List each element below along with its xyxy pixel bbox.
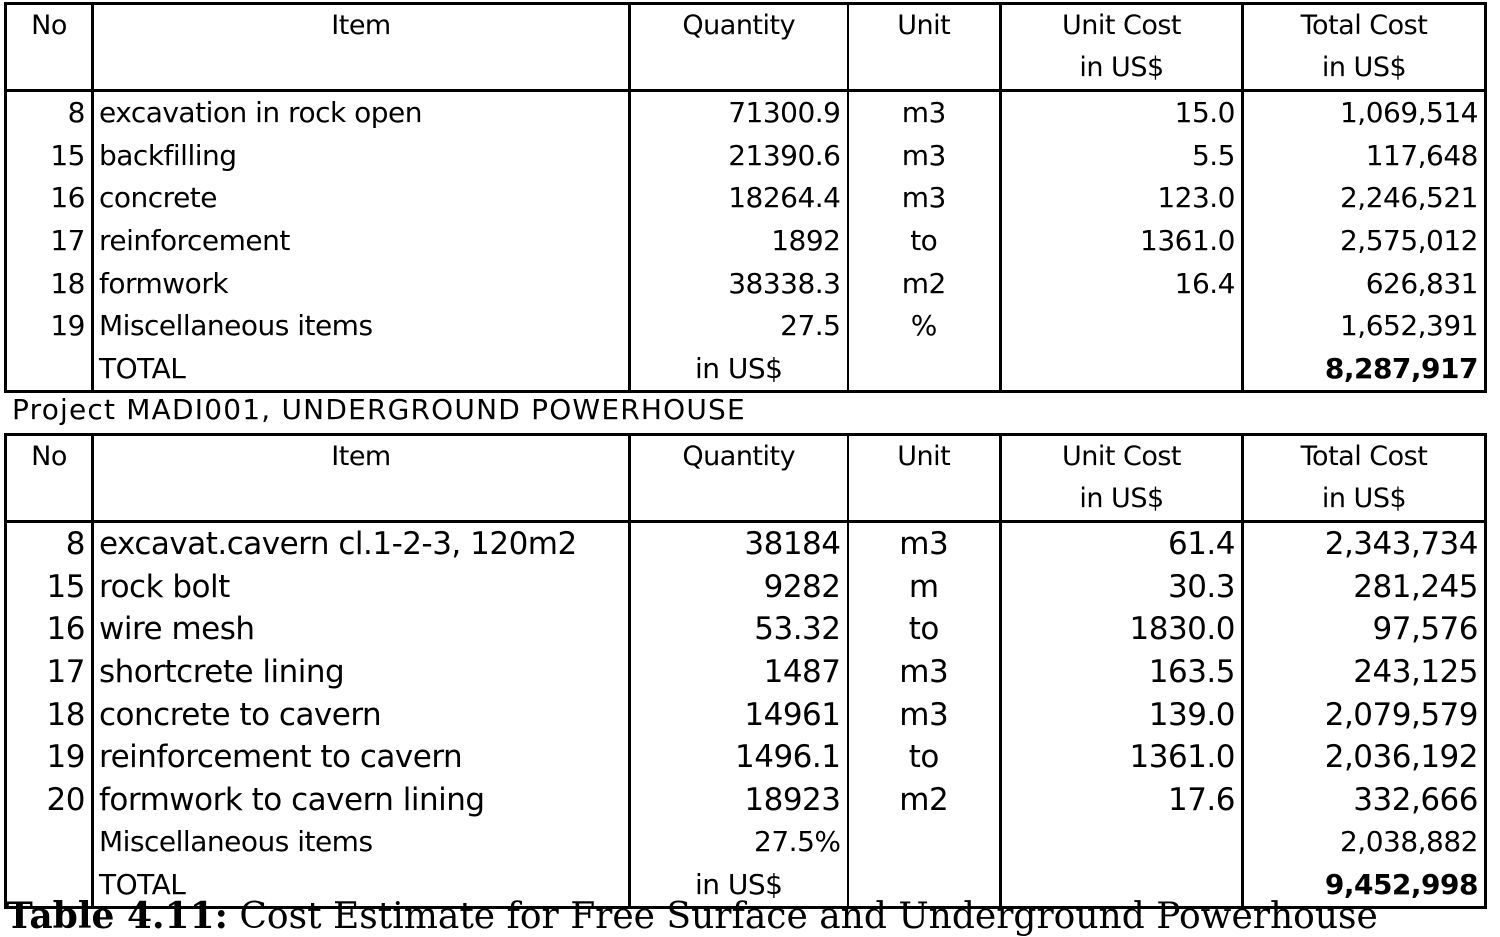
cell-unit-cost (1001, 821, 1243, 864)
caption-label: Table 4.11: (6, 895, 228, 937)
table-caption (6, 896, 1378, 937)
cell-total-cost: 2,036,192 (1243, 736, 1486, 779)
cell-quantity: 38184 (630, 522, 848, 566)
total-currency: in US$ (630, 348, 848, 392)
table-row (6, 220, 1486, 263)
cell-unit-cost: 123.0 (1001, 177, 1243, 220)
total-currency: in US$ (630, 864, 848, 908)
cell-unit-cost (1001, 348, 1243, 392)
table-row (6, 305, 1486, 348)
cell-no: 17 (46, 654, 85, 691)
cell-item: reinforcement to cavern (93, 736, 630, 779)
cost-table-underground-powerhouse (4, 433, 1487, 909)
cell-total-cost: 1,652,391 (1243, 305, 1486, 348)
header-total-cost-line2: in US$ (1321, 52, 1407, 83)
header-total-cost-line1: Total Cost (1300, 441, 1428, 472)
cell-unit: m3 (848, 177, 1001, 220)
cell-no: 16 (46, 611, 85, 648)
misc-row (6, 821, 1486, 864)
cell-unit-cost: 139.0 (1001, 693, 1243, 736)
table-row (6, 693, 1486, 736)
cell-no: 15 (46, 568, 85, 605)
cell-unit-cost: 1361.0 (1001, 736, 1243, 779)
cell-unit: m2 (848, 779, 1001, 822)
header-unit-cost (1001, 435, 1243, 522)
cell-unit (848, 348, 1001, 392)
cell-no: 17 (50, 224, 85, 258)
cell-item: Miscellaneous items (93, 305, 630, 348)
header-unit: Unit (848, 435, 1001, 522)
cell-unit: m3 (848, 91, 1001, 135)
cell-no (6, 821, 93, 864)
table-row (6, 608, 1486, 651)
cell-quantity: 1487 (630, 651, 848, 694)
cell-total-cost: 2,575,012 (1243, 220, 1486, 263)
cell-quantity: 38338.3 (630, 262, 848, 305)
cell-no: 8 (67, 96, 85, 130)
cell-unit: m (848, 566, 1001, 609)
header-unit-cost-line2: in US$ (1079, 483, 1164, 514)
table-header-row (6, 435, 1486, 522)
cell-unit: to (848, 608, 1001, 651)
cell-quantity: 21390.6 (630, 135, 848, 178)
total-value: 9,452,998 (1243, 864, 1486, 908)
project-title: Project MADI001, UNDERGROUND POWERHOUSE (12, 393, 746, 426)
cell-item: excavation in rock open (93, 91, 630, 135)
cell-item: shortcrete lining (93, 651, 630, 694)
cell-no: 19 (46, 739, 85, 776)
header-no: No (6, 435, 93, 522)
cell-item: rock bolt (93, 566, 630, 609)
total-value: 8,287,917 (1243, 348, 1486, 392)
header-total-cost (1243, 4, 1486, 91)
cell-unit-cost: 61.4 (1001, 522, 1243, 566)
cell-unit: to (848, 736, 1001, 779)
cell-no: 15 (50, 138, 85, 172)
cell-item: formwork (93, 262, 630, 305)
total-row (6, 348, 1486, 392)
cell-quantity: 53.32 (630, 608, 848, 651)
header-unit-cost-line2: in US$ (1079, 52, 1164, 83)
cell-no (6, 348, 93, 392)
cell-item: wire mesh (93, 608, 630, 651)
header-total-cost-line1: Total Cost (1300, 10, 1428, 41)
table-row (6, 177, 1486, 220)
header-unit: Unit (848, 4, 1001, 91)
header-item: Item (93, 435, 630, 522)
header-total-cost (1243, 435, 1486, 522)
cell-unit (848, 821, 1001, 864)
cell-total-cost: 281,245 (1243, 566, 1486, 609)
cell-item: excavat.cavern cl.1-2-3, 120m2 (93, 522, 630, 566)
cell-unit: m3 (848, 522, 1001, 566)
cell-total-cost: 2,038,882 (1243, 821, 1486, 864)
table-row (6, 262, 1486, 305)
cell-no: 8 (65, 526, 85, 563)
cell-total-cost: 243,125 (1243, 651, 1486, 694)
cell-unit-cost: 5.5 (1001, 135, 1243, 178)
header-quantity: Quantity (630, 435, 848, 522)
cell-no: 20 (46, 781, 85, 818)
header-unit-cost-line1: Unit Cost (1061, 441, 1182, 472)
cell-total-cost: 117,648 (1243, 135, 1486, 178)
cell-no: 18 (50, 266, 85, 300)
cell-unit-cost: 163.5 (1001, 651, 1243, 694)
cell-quantity: 27.5 (630, 305, 848, 348)
cell-unit: m3 (848, 651, 1001, 694)
cell-quantity: 18264.4 (630, 177, 848, 220)
caption-text: Cost Estimate for Free Surface and Underground Powerhouse (239, 896, 1378, 937)
cost-table-open-works (4, 2, 1487, 393)
cell-total-cost: 2,246,521 (1243, 177, 1486, 220)
header-unit-cost (1001, 4, 1243, 91)
cell-unit-cost: 30.3 (1001, 566, 1243, 609)
cell-item: reinforcement (93, 220, 630, 263)
total-label: TOTAL (93, 864, 630, 908)
cell-total-cost: 626,831 (1243, 262, 1486, 305)
table-row (6, 651, 1486, 694)
cell-no: 19 (50, 309, 85, 343)
cell-item: backfilling (93, 135, 630, 178)
cell-unit-cost: 15.0 (1001, 91, 1243, 135)
cell-unit-cost: 17.6 (1001, 779, 1243, 822)
table-row (6, 566, 1486, 609)
cell-total-cost: 1,069,514 (1243, 91, 1486, 135)
cell-quantity: 14961 (630, 693, 848, 736)
cell-item: formwork to cavern lining (93, 779, 630, 822)
cell-total-cost: 332,666 (1243, 779, 1486, 822)
cell-unit-cost (1001, 305, 1243, 348)
cell-item: concrete to cavern (93, 693, 630, 736)
cell-total-cost: 2,343,734 (1243, 522, 1486, 566)
cell-unit: % (848, 305, 1001, 348)
cell-no: 16 (50, 181, 85, 215)
cell-unit-cost: 1830.0 (1001, 608, 1243, 651)
cell-unit: m3 (848, 693, 1001, 736)
cell-quantity: 9282 (630, 566, 848, 609)
cell-total-cost: 97,576 (1243, 608, 1486, 651)
table-row (6, 91, 1486, 135)
cell-item: concrete (93, 177, 630, 220)
table-row (6, 135, 1486, 178)
header-no: No (6, 4, 93, 91)
cell-quantity: 1892 (630, 220, 848, 263)
cell-no: 18 (46, 696, 85, 733)
table-row (6, 522, 1486, 566)
table-row (6, 736, 1486, 779)
cell-item: Miscellaneous items (93, 821, 630, 864)
header-unit-cost-line1: Unit Cost (1061, 10, 1182, 41)
cell-quantity: 1496.1 (630, 736, 848, 779)
header-item: Item (93, 4, 630, 91)
table-row (6, 779, 1486, 822)
cell-total-cost: 2,079,579 (1243, 693, 1486, 736)
cell-quantity: 18923 (630, 779, 848, 822)
cell-unit: m3 (848, 135, 1001, 178)
cell-unit-cost: 16.4 (1001, 262, 1243, 305)
cell-quantity: 71300.9 (630, 91, 848, 135)
cell-unit: m2 (848, 262, 1001, 305)
total-label: TOTAL (93, 348, 630, 392)
header-total-cost-line2: in US$ (1321, 483, 1407, 514)
cell-unit: to (848, 220, 1001, 263)
cell-unit-cost: 1361.0 (1001, 220, 1243, 263)
table-header-row (6, 4, 1486, 91)
cell-quantity: 27.5% (630, 821, 848, 864)
header-quantity: Quantity (630, 4, 848, 91)
